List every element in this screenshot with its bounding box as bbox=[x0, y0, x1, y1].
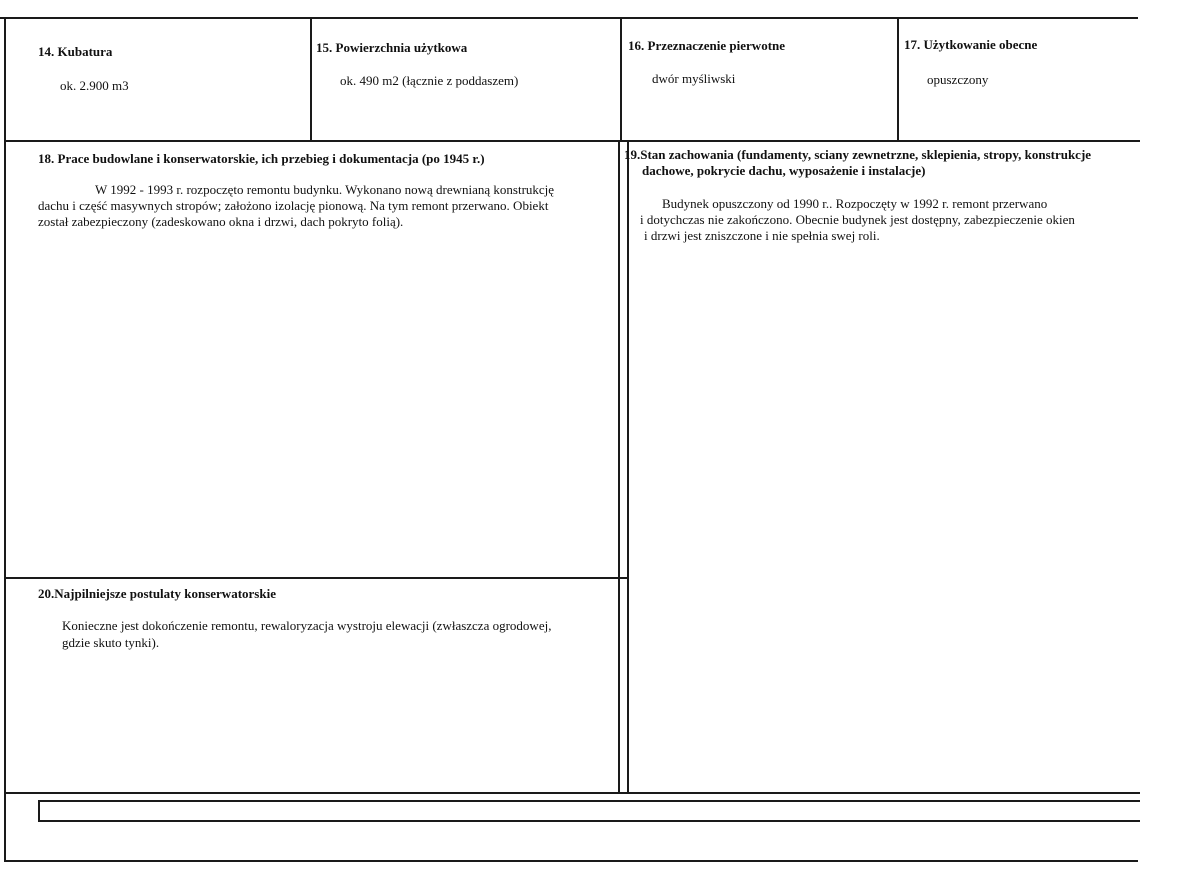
field-15-title: 15. Powierzchnia użytkowa bbox=[316, 40, 468, 55]
field-18-title: 18. Prace budowlane i konserwatorskie, ich przebieg i dokumentacja (po 1945 r.) bbox=[38, 151, 485, 166]
field-16-value: dwór myśliwski bbox=[652, 71, 736, 86]
section20-top-border bbox=[4, 577, 628, 579]
field-15-value: ok. 490 m2 (łącznie z poddaszem) bbox=[340, 73, 519, 88]
divider-15-16 bbox=[620, 18, 622, 141]
field-20-line-1: Konieczne jest dokończenie remontu, rewaloryzacja wystroju elewacji (zwłaszcza ogrodowej, bbox=[62, 618, 552, 633]
field-16-title: 16. Przeznaczenie pierwotne bbox=[628, 38, 786, 53]
field-20-title: 20.Najpilniejsze postulaty konserwatorskie bbox=[38, 586, 276, 601]
footer-top-border bbox=[4, 792, 1140, 794]
left-border bbox=[4, 17, 6, 862]
field-19-title-line-1: 19.Stan zachowania (fundamenty, sciany zewnetrzne, sklepienia, stropy, konstrukcje bbox=[624, 147, 1092, 162]
divider-16-17 bbox=[897, 18, 899, 141]
field-17-title: 17. Użytkowanie obecne bbox=[904, 37, 1038, 52]
field-18-line-3: został zabezpieczony (zadeskowano okna i drzwi, dach pokryto folią). bbox=[38, 214, 404, 229]
field-19-title-line-2: dachowe, pokrycie dachu, wyposażenie i instalacje) bbox=[642, 163, 926, 178]
field-19-line-1: Budynek opuszczony od 1990 r.. Rozpoczęty w 1992 r. remont przerwano bbox=[662, 196, 1048, 211]
divider-14-15 bbox=[310, 18, 312, 141]
footer-box bbox=[38, 800, 1140, 822]
field-19-line-2: i dotychczas nie zakończono. Obecnie budynek jest dostępny, zabezpieczenie okien bbox=[640, 212, 1075, 227]
field-18-line-1: W 1992 - 1993 r. rozpoczęto remontu budynku. Wykonano nową drewnianą konstrukcję bbox=[95, 182, 555, 197]
top-border bbox=[0, 17, 1138, 19]
field-14-title: 14. Kubatura bbox=[38, 44, 113, 59]
field-20-line-2: gdzie skuto tynki). bbox=[62, 635, 160, 650]
row1-bottom-border bbox=[4, 140, 1140, 142]
field-17-value: opuszczony bbox=[927, 72, 989, 87]
field-19-line-3: i drzwi jest zniszczone i nie spełnia swej roli. bbox=[644, 228, 880, 243]
bottom-border bbox=[4, 860, 1138, 862]
field-14-value: ok. 2.900 m3 bbox=[60, 78, 129, 93]
divider-main-left bbox=[618, 141, 620, 793]
field-18-line-2: dachu i część masywnych stropów; założono izolację pionową. Na tym remont przerwano. Obiekt bbox=[38, 198, 549, 213]
divider-main-right bbox=[627, 141, 629, 793]
